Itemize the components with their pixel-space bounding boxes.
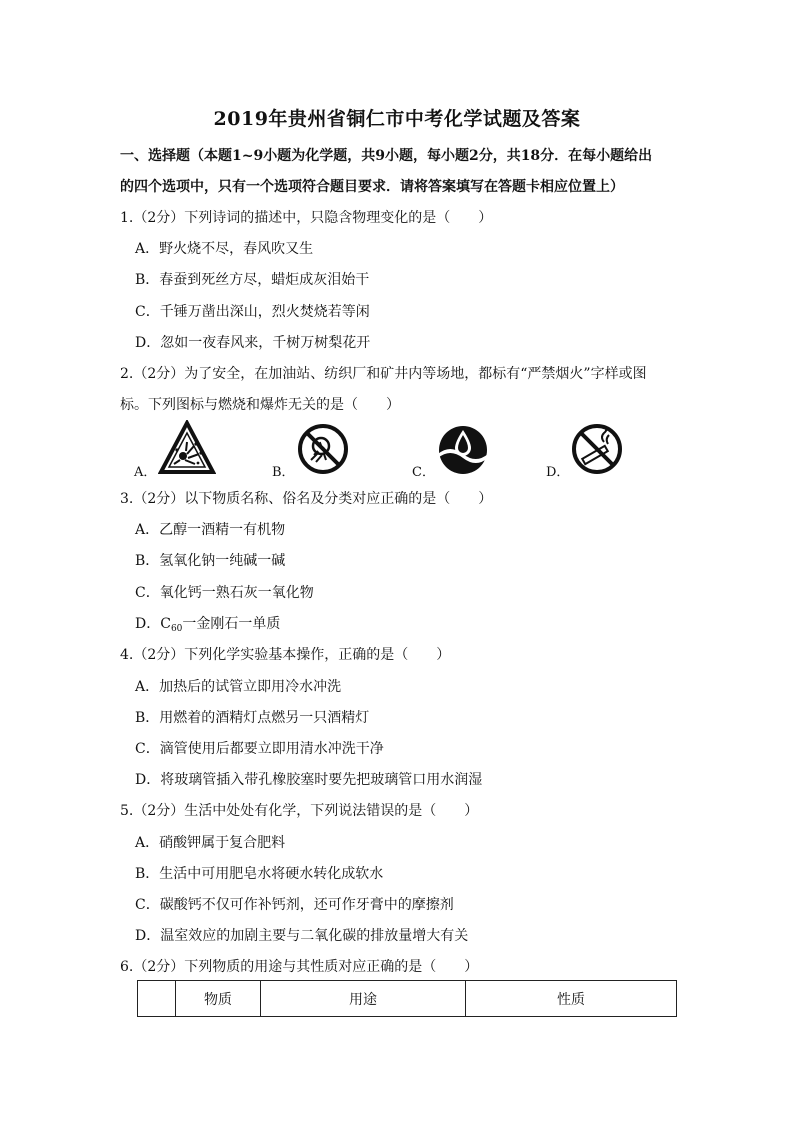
question-2-stem-line-2: 标。下列图标与燃烧和爆炸无关的是（ ） [120,397,400,413]
question-6-stem: 6.（2分）下列物质的用途与其性质对应正确的是（ ） [120,959,479,975]
question-2-icons [134,420,694,482]
table-header-row [138,981,677,1017]
question-1-option-d: D．忽如一夜春风来，千树万树梨花开 [135,335,371,351]
question-4-option-c: C．滴管使用后都要立即用清水冲洗干净 [135,741,384,757]
table-header-substance: 物质 [176,981,261,1017]
option-d-prefix: D．C [135,616,171,632]
question-1-stem: 1.（2分）下列诗词的描述中，只隐含物理变化的是（ ） [120,210,493,226]
question-4-option-d: D．将玻璃管插入带孔橡胶塞时要先把玻璃管口用水润湿 [135,772,483,788]
question-3-option-b: B．氢氧化钠一纯碱一碱 [135,553,286,569]
question-4-stem: 4.（2分）下列化学实验基本操作，正确的是（ ） [120,647,451,663]
question-3-option-c: C．氧化钙一熟石灰一氧化物 [135,585,314,601]
page-title: 2019年贵州省铜仁市中考化学试题及答案 [213,108,581,130]
table-header-use: 用途 [261,981,466,1017]
section-heading [120,141,680,203]
question-5-option-c: C．碳酸钙不仅可作补钙剂，还可作牙膏中的摩擦剂 [135,897,454,913]
explosive-warning-icon [158,420,216,476]
question-1-option-b: B．春蚕到死丝方尽，蜡炬成灰泪始干 [135,272,370,288]
question-2-option-b [272,420,392,482]
question-6-table [137,980,677,1017]
question-4-option-b: B．用燃着的酒精灯点燃另一只酒精灯 [135,710,370,726]
question-4-option-a: A．加热后的试管立即用冷水冲洗 [135,679,342,695]
option-a-label: A． [134,465,157,480]
question-2-option-a [134,420,254,482]
question-5-option-d: D．温室效应的加剧主要与二氧化碳的排放量增大有关 [135,928,469,944]
section-heading-line-1: 一、选择题（本题1~9小题为化学题，共9小题，每小题2分，共18分．在每小题给出 [120,148,653,164]
question-1-option-a: A．野火烧不尽，春风吹又生 [135,241,314,257]
option-d-label: D． [546,465,570,480]
option-d-subscript: 60 [170,624,183,634]
table-header-cell-blank [138,981,176,1017]
question-5-option-a: A．硝酸钾属于复合肥料 [135,835,286,851]
question-3-stem: 3.（2分）以下物质名称、俗名及分类对应正确的是（ ） [120,491,493,507]
question-2-option-c [412,420,552,482]
question-1-option-c: C．千锤万凿出深山，烈火焚烧若等闲 [135,304,370,320]
no-fireworks-icon [296,422,350,476]
option-b-label: B． [272,465,295,480]
question-2-option-d [546,420,686,482]
option-c-label: C． [412,465,435,480]
option-d-rest: 一金刚石一单质 [182,616,281,632]
table-header-property: 性质 [466,981,677,1017]
question-3-option-d [135,613,280,634]
question-3-option-a: A．乙醇一酒精一有机物 [135,522,286,538]
water-saving-icon [436,424,490,476]
question-5-stem: 5.（2分）生活中处处有化学，下列说法错误的是（ ） [120,803,479,819]
section-heading-line-2: 的四个选项中，只有一个选项符合题目要求．请将答案填写在答题卡相应位置上） [120,179,624,195]
no-smoking-icon [570,422,624,476]
question-2-stem-line-1: 2.（2分）为了安全，在加油站、纺织厂和矿井内等场地，都标有“严禁烟火”字样或图 [120,366,647,382]
question-5-option-b: B．生活中可用肥皂水将硬水转化成软水 [135,866,384,882]
